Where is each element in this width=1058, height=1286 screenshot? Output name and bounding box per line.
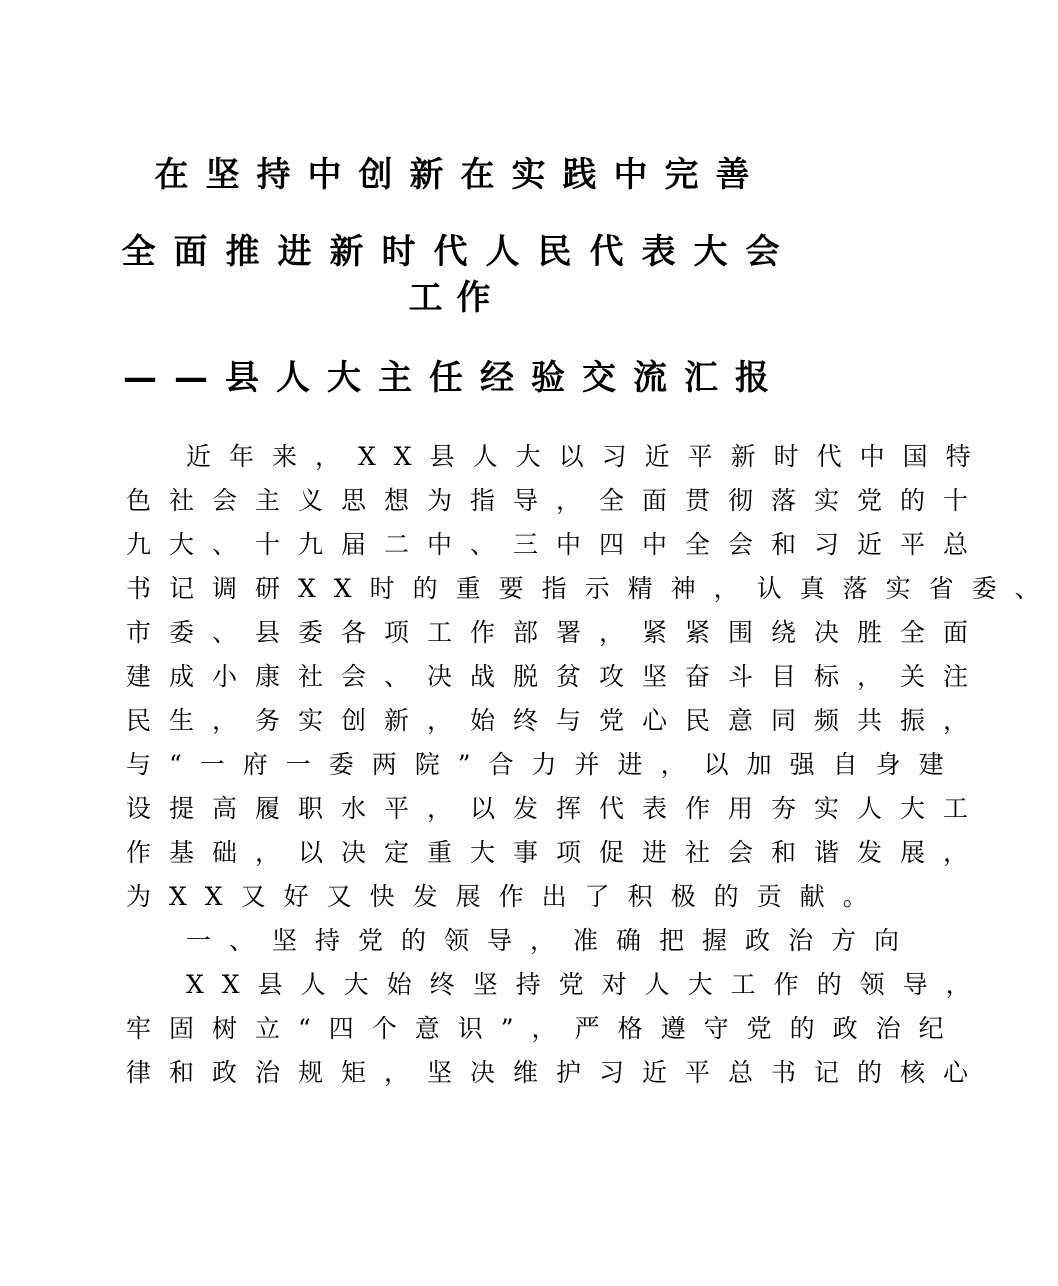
body-line: 书记调研XX时的重要指示精神，认真落实省委、 bbox=[126, 574, 1058, 603]
body-line: 为XX又好又快发展作出了积极的贡献。 bbox=[126, 882, 886, 911]
title-line-3: 工作 bbox=[408, 278, 505, 318]
body-line: 建成小康社会、决战脱贫攻坚奋斗目标，关注 bbox=[126, 662, 987, 691]
body-line: 色社会主义思想为指导，全面贯彻落实党的十 bbox=[126, 486, 987, 515]
body-line: 设提高履职水平，以发挥代表作用夯实人大工 bbox=[126, 794, 987, 823]
body-line: 与“一府一委两院”合力并进，以加强自身建 bbox=[126, 750, 962, 779]
subtitle-line: ——县人大主任经验交流汇报 bbox=[123, 358, 786, 398]
body-line: 近年来，XX县人大以习近平新时代中国特 bbox=[186, 442, 989, 471]
section-heading: 一、坚持党的领导，准确把握政治方向 bbox=[186, 926, 918, 955]
body-line: 民生，务实创新，始终与党心民意同频共振， bbox=[126, 706, 987, 735]
body-line: 作基础，以决定重大事项促进社会和谐发展， bbox=[126, 838, 987, 867]
title-line-2: 全面推进新时代人民代表大会 bbox=[121, 232, 798, 272]
body-line: 九大、十九届二中、三中四中全会和习近平总 bbox=[126, 530, 987, 559]
body-line: 市委、县委各项工作部署，紧紧围绕决胜全面 bbox=[126, 618, 987, 647]
body-line: 律和政治规矩，坚决维护习近平总书记的核心 bbox=[126, 1058, 987, 1087]
body-line: 牢固树立“四个意识”，严格遵守党的政治纪 bbox=[126, 1014, 962, 1043]
title-line-1: 在坚持中创新在实践中完善 bbox=[154, 155, 767, 195]
body-line: XX县人大始终坚持党对人大工作的领导， bbox=[186, 970, 989, 999]
